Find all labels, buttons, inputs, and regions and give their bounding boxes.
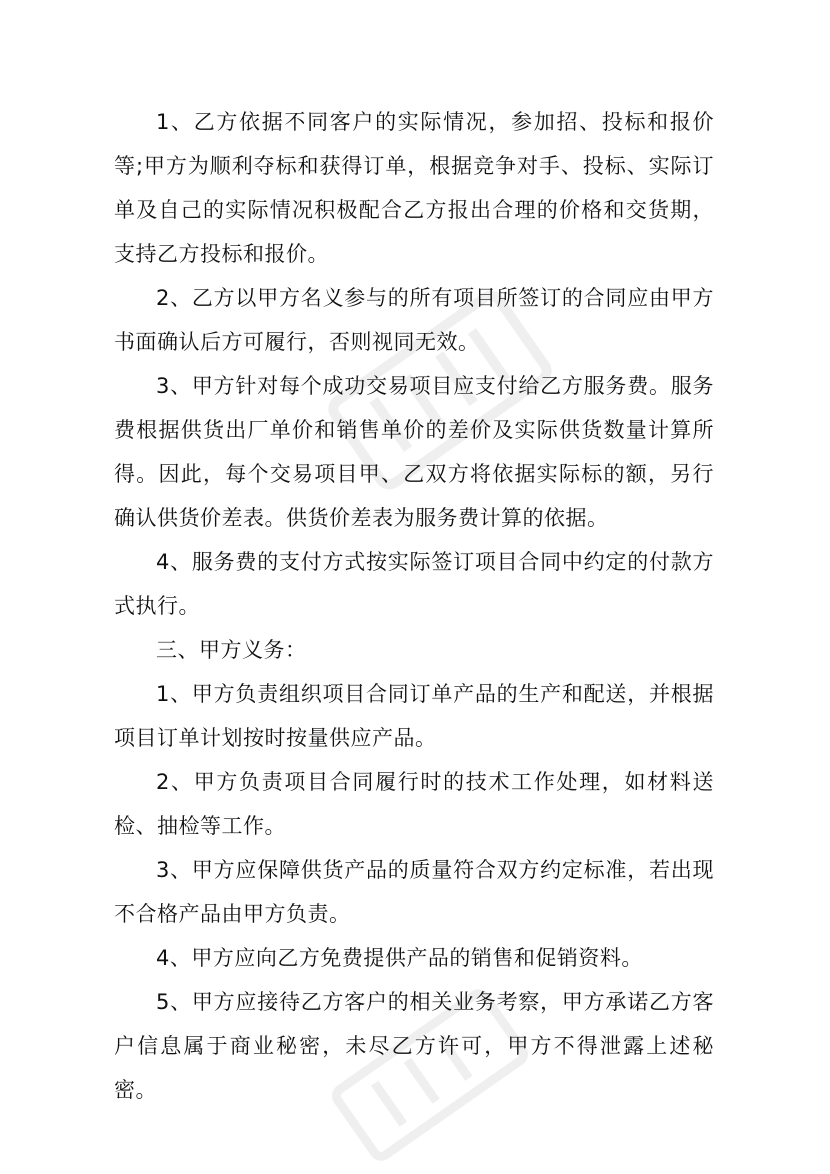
- paragraph: 3、甲方针对每个成功交易项目应支付给乙方服务费。服务费根据供货出厂单价和销售单价的差价及实际供货数量计算所得。因此，每个交易项目甲、乙双方将依据实际标的额，另行确认供货价差表。供货价差表为服务费计算的依据。: [114, 374, 714, 530]
- paragraph: 2、乙方以甲方名义参与的所有项目所签订的合同应由甲方书面确认后方可履行，否则视同无效。: [114, 286, 714, 354]
- paragraph: 2、甲方负责项目合同履行时的技术工作处理，如材料送检、抽检等工作。: [114, 770, 714, 838]
- document-body: [114, 100, 714, 1112]
- paragraph: 1、甲方负责组织项目合同订单产品的生产和配送，并根据项目订单计划按时按量供应产品。: [114, 682, 714, 750]
- paragraph: 4、甲方应向乙方免费提供产品的销售和促销资料。: [156, 946, 643, 970]
- paragraph: 3、甲方应保障供货产品的质量符合双方约定标准，若出现不合格产品由甲方负责。: [114, 858, 714, 926]
- section-heading: 三、甲方义务：: [156, 638, 307, 662]
- paragraph: 1、乙方依据不同客户的实际情况，参加招、投标和报价等;甲方为顺利夺标和获得订单，根据竞争对手、投标、实际订单及自己的实际情况积极配合乙方报出合理的价格和交货期，支持乙方投标和报价。: [114, 110, 714, 266]
- paragraph: 5、甲方应接待乙方客户的相关业务考察，甲方承诺乙方客户信息属于商业秘密，未尽乙方许可，甲方不得泄露上述秘密。: [114, 990, 714, 1102]
- paragraph: 4、服务费的支付方式按实际签订项目合同中约定的付款方式执行。: [114, 550, 714, 618]
